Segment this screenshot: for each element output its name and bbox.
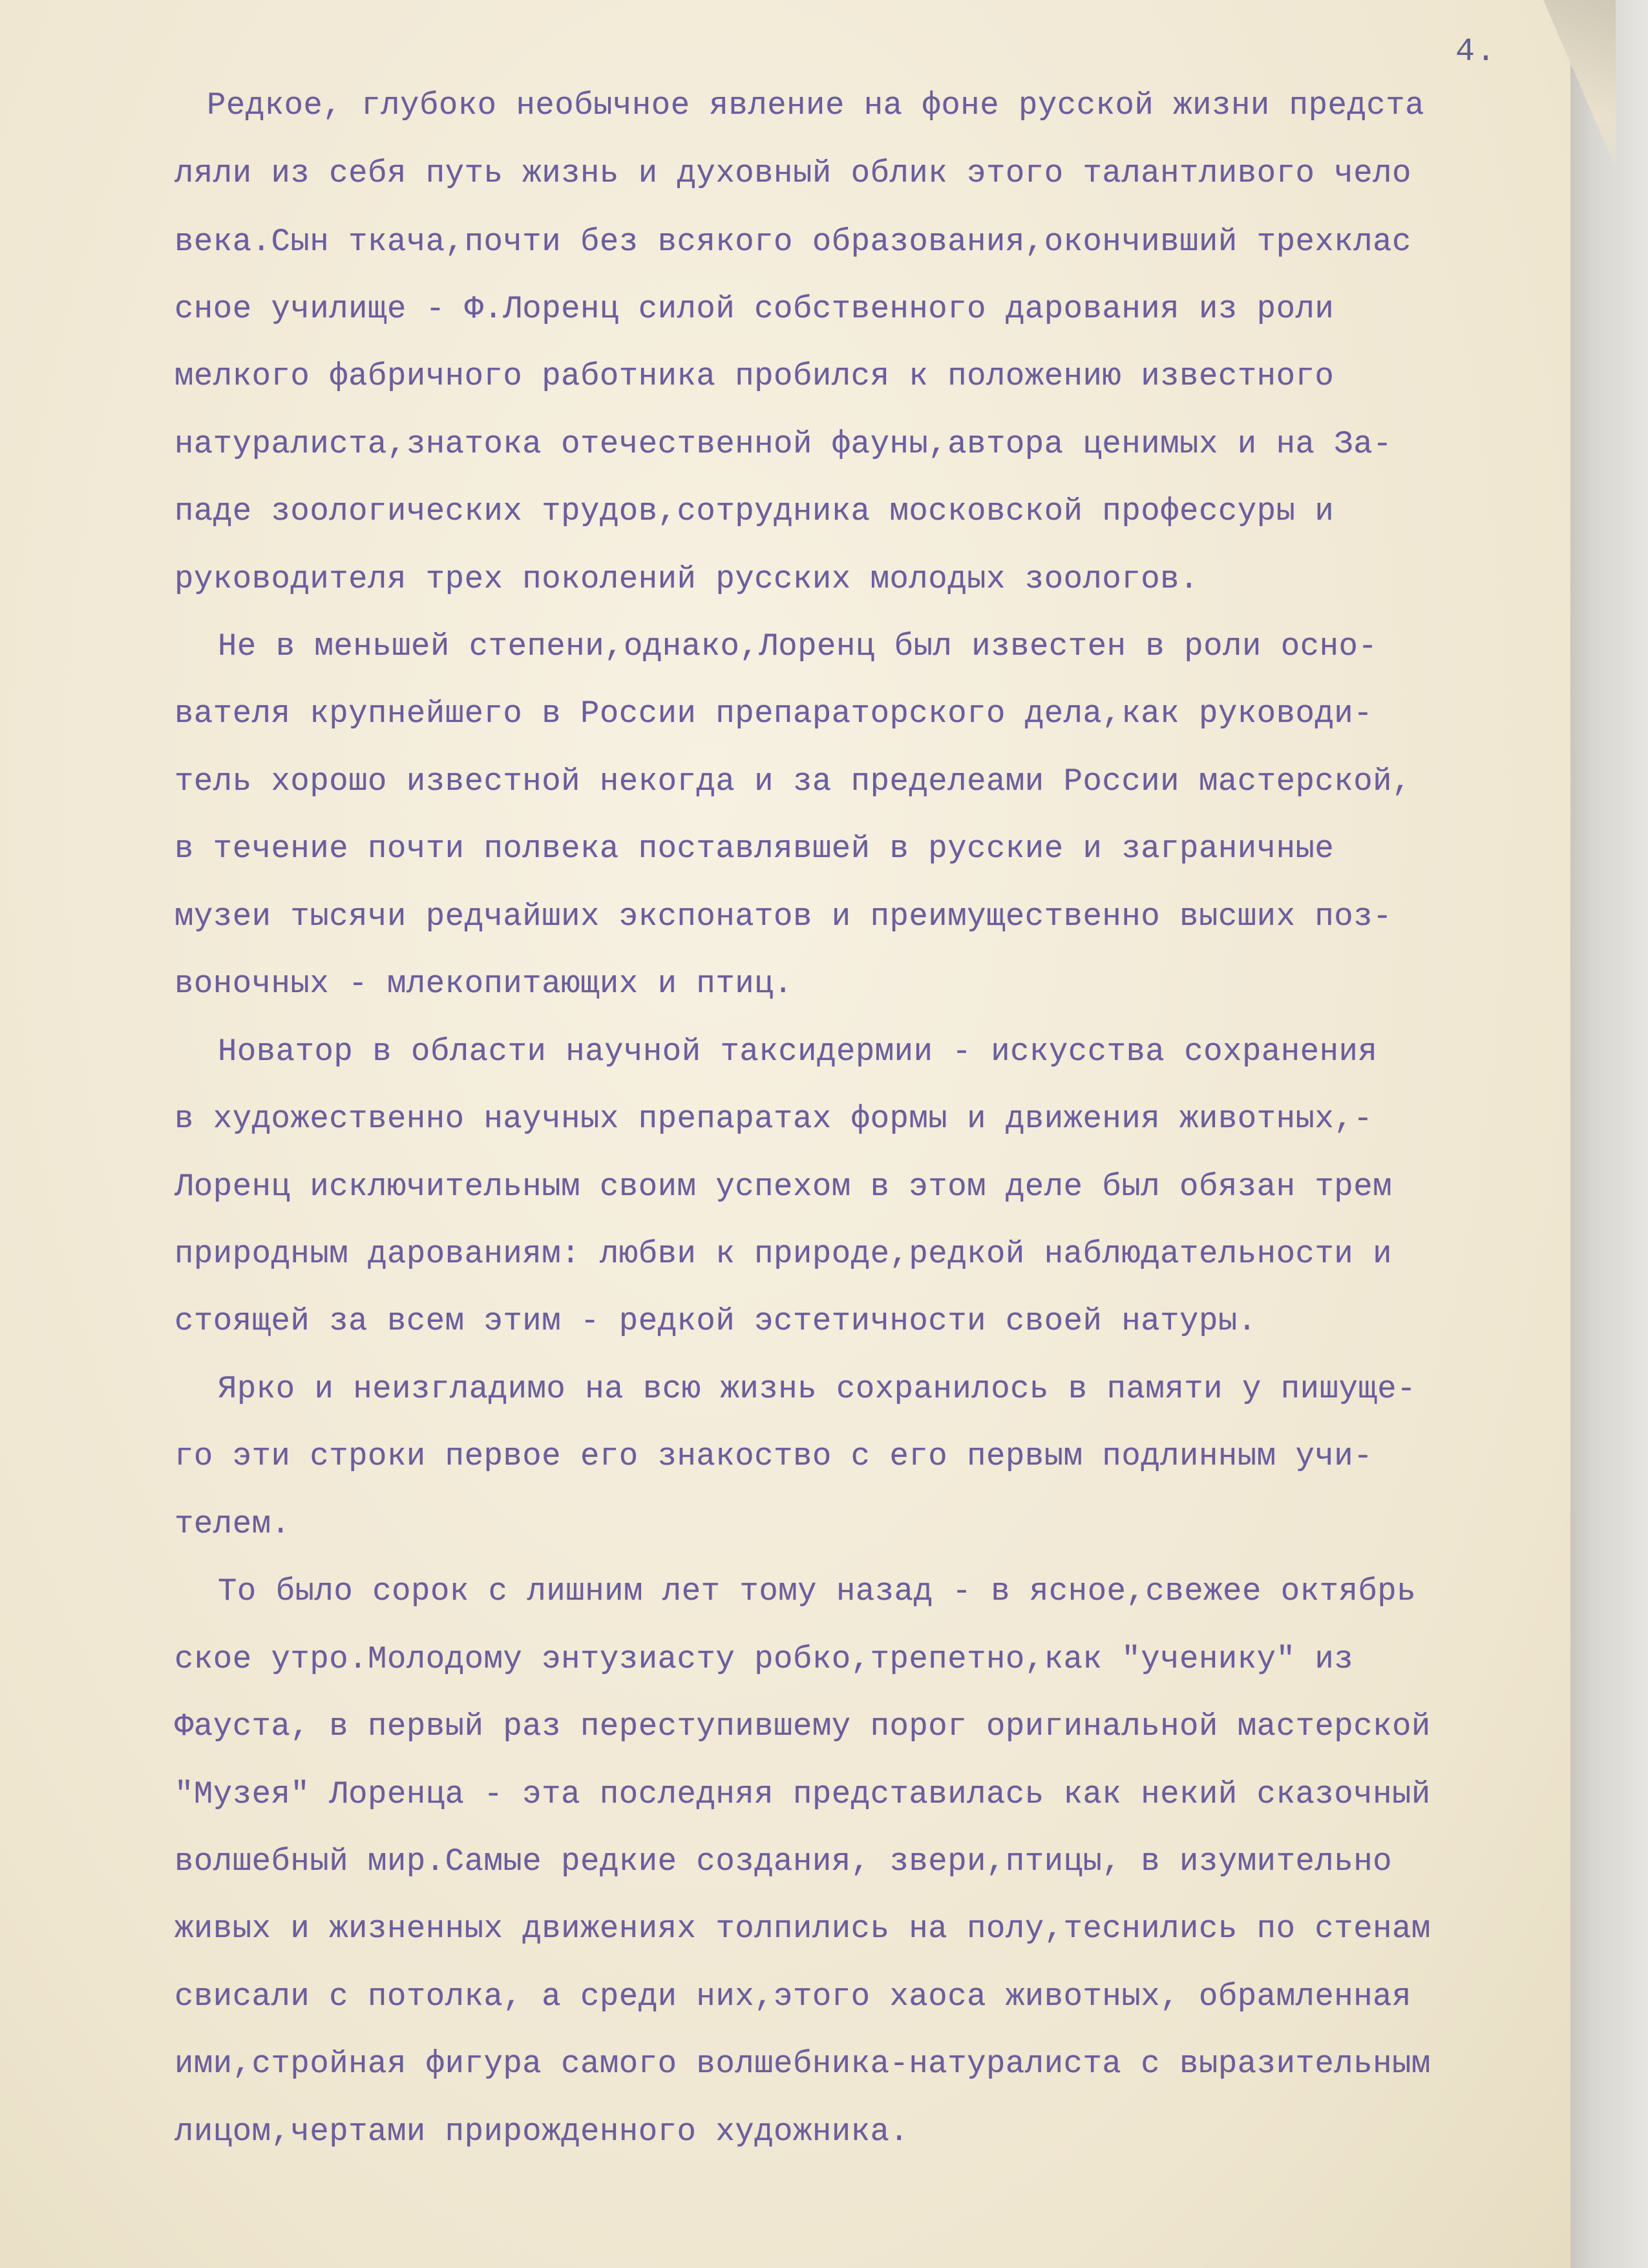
text-line: мелкого фабричного работника пробился к положению известного: [174, 358, 1335, 394]
text-line: воночных - млекопитающих и птиц.: [174, 966, 793, 1002]
text-line: живых и жизненных движениях толпились на полу,теснились по стенам: [174, 1911, 1431, 1947]
text-line: Фауста, в первый раз переступившему порог оригинальной мастерской: [174, 1708, 1431, 1744]
text-line: Лоренц исключительным своим успехом в этом деле был обязан трем: [174, 1169, 1393, 1205]
text-line: в течение почти полвека поставлявшей в русские и заграничные: [174, 831, 1335, 867]
page-number: 4.: [1455, 34, 1497, 70]
scanner-edge: [1570, 0, 1648, 2268]
text-line: свисали с потолка, а среди них,этого хаоса животных, обрамленная: [174, 1978, 1411, 2015]
text-line: волшебный мир.Самые редкие создания, звери,птицы, в изумительно: [174, 1843, 1393, 1880]
text-line: стоящей за всем этим - редкой эстетичности своей натуры.: [174, 1303, 1257, 1339]
text-line: го эти строки первое его знакоство с его первым подлинным учи-: [174, 1438, 1373, 1474]
text-line: руководителя трех поколений русских молодых зоологов.: [174, 561, 1199, 597]
text-line: Редкое, глубоко необычное явление на фоне русской жизни предста: [207, 87, 1425, 123]
text-line: музеи тысячи редчайших экспонатов и преимущественно высших поз-: [174, 898, 1393, 935]
text-line: вателя крупнейшего в России препараторского дела,как руководи-: [174, 695, 1373, 732]
text-line: ляли из себя путь жизнь и духовный облик этого талантливого чело: [174, 155, 1411, 191]
text-line: лицом,чертами прирожденного художника.: [174, 2114, 909, 2150]
text-line: ими,стройная фигура самого волшебника-натуралиста с выразительным: [174, 2046, 1431, 2082]
text-line: века.Сын ткача,почти без всякого образования,окончивший трехклас: [174, 224, 1411, 260]
text-line: натуралиста,знатока отечественной фауны,автора ценимых и на За-: [174, 426, 1393, 462]
text-line: Ярко и неизгладимо на всю жизнь сохранилось в памяти у пишуще-: [218, 1371, 1417, 1407]
text-line: "Музея" Лоренца - эта последняя представилась как некий сказочный: [174, 1776, 1431, 1812]
text-line: ское утро.Молодому энтузиасту робко,трепетно,как "ученику" из: [174, 1641, 1354, 1677]
text-line: телем.: [174, 1506, 291, 1542]
text-line: тель хорошо известной некогда и за пределеами России мастерской,: [174, 763, 1411, 800]
text-line: паде зоологических трудов,сотрудника московской профессуры и: [174, 493, 1335, 529]
text-line: природным дарованиям: любви к природе,редкой наблюдательности и: [174, 1236, 1393, 1272]
text-line: То было сорок с лишним лет тому назад - в ясное,свежее октябрь: [218, 1573, 1417, 1609]
text-line: в художественно научных препаратах формы и движения животных,-: [174, 1101, 1373, 1137]
text-line: сное училище - Ф.Лоренц силой собственного дарования из роли: [174, 291, 1335, 327]
text-line: Не в меньшей степени,однако,Лоренц был известен в роли осно-: [218, 628, 1378, 664]
text-line: Новатор в области научной таксидермии - искусства сохранения: [218, 1033, 1378, 1070]
